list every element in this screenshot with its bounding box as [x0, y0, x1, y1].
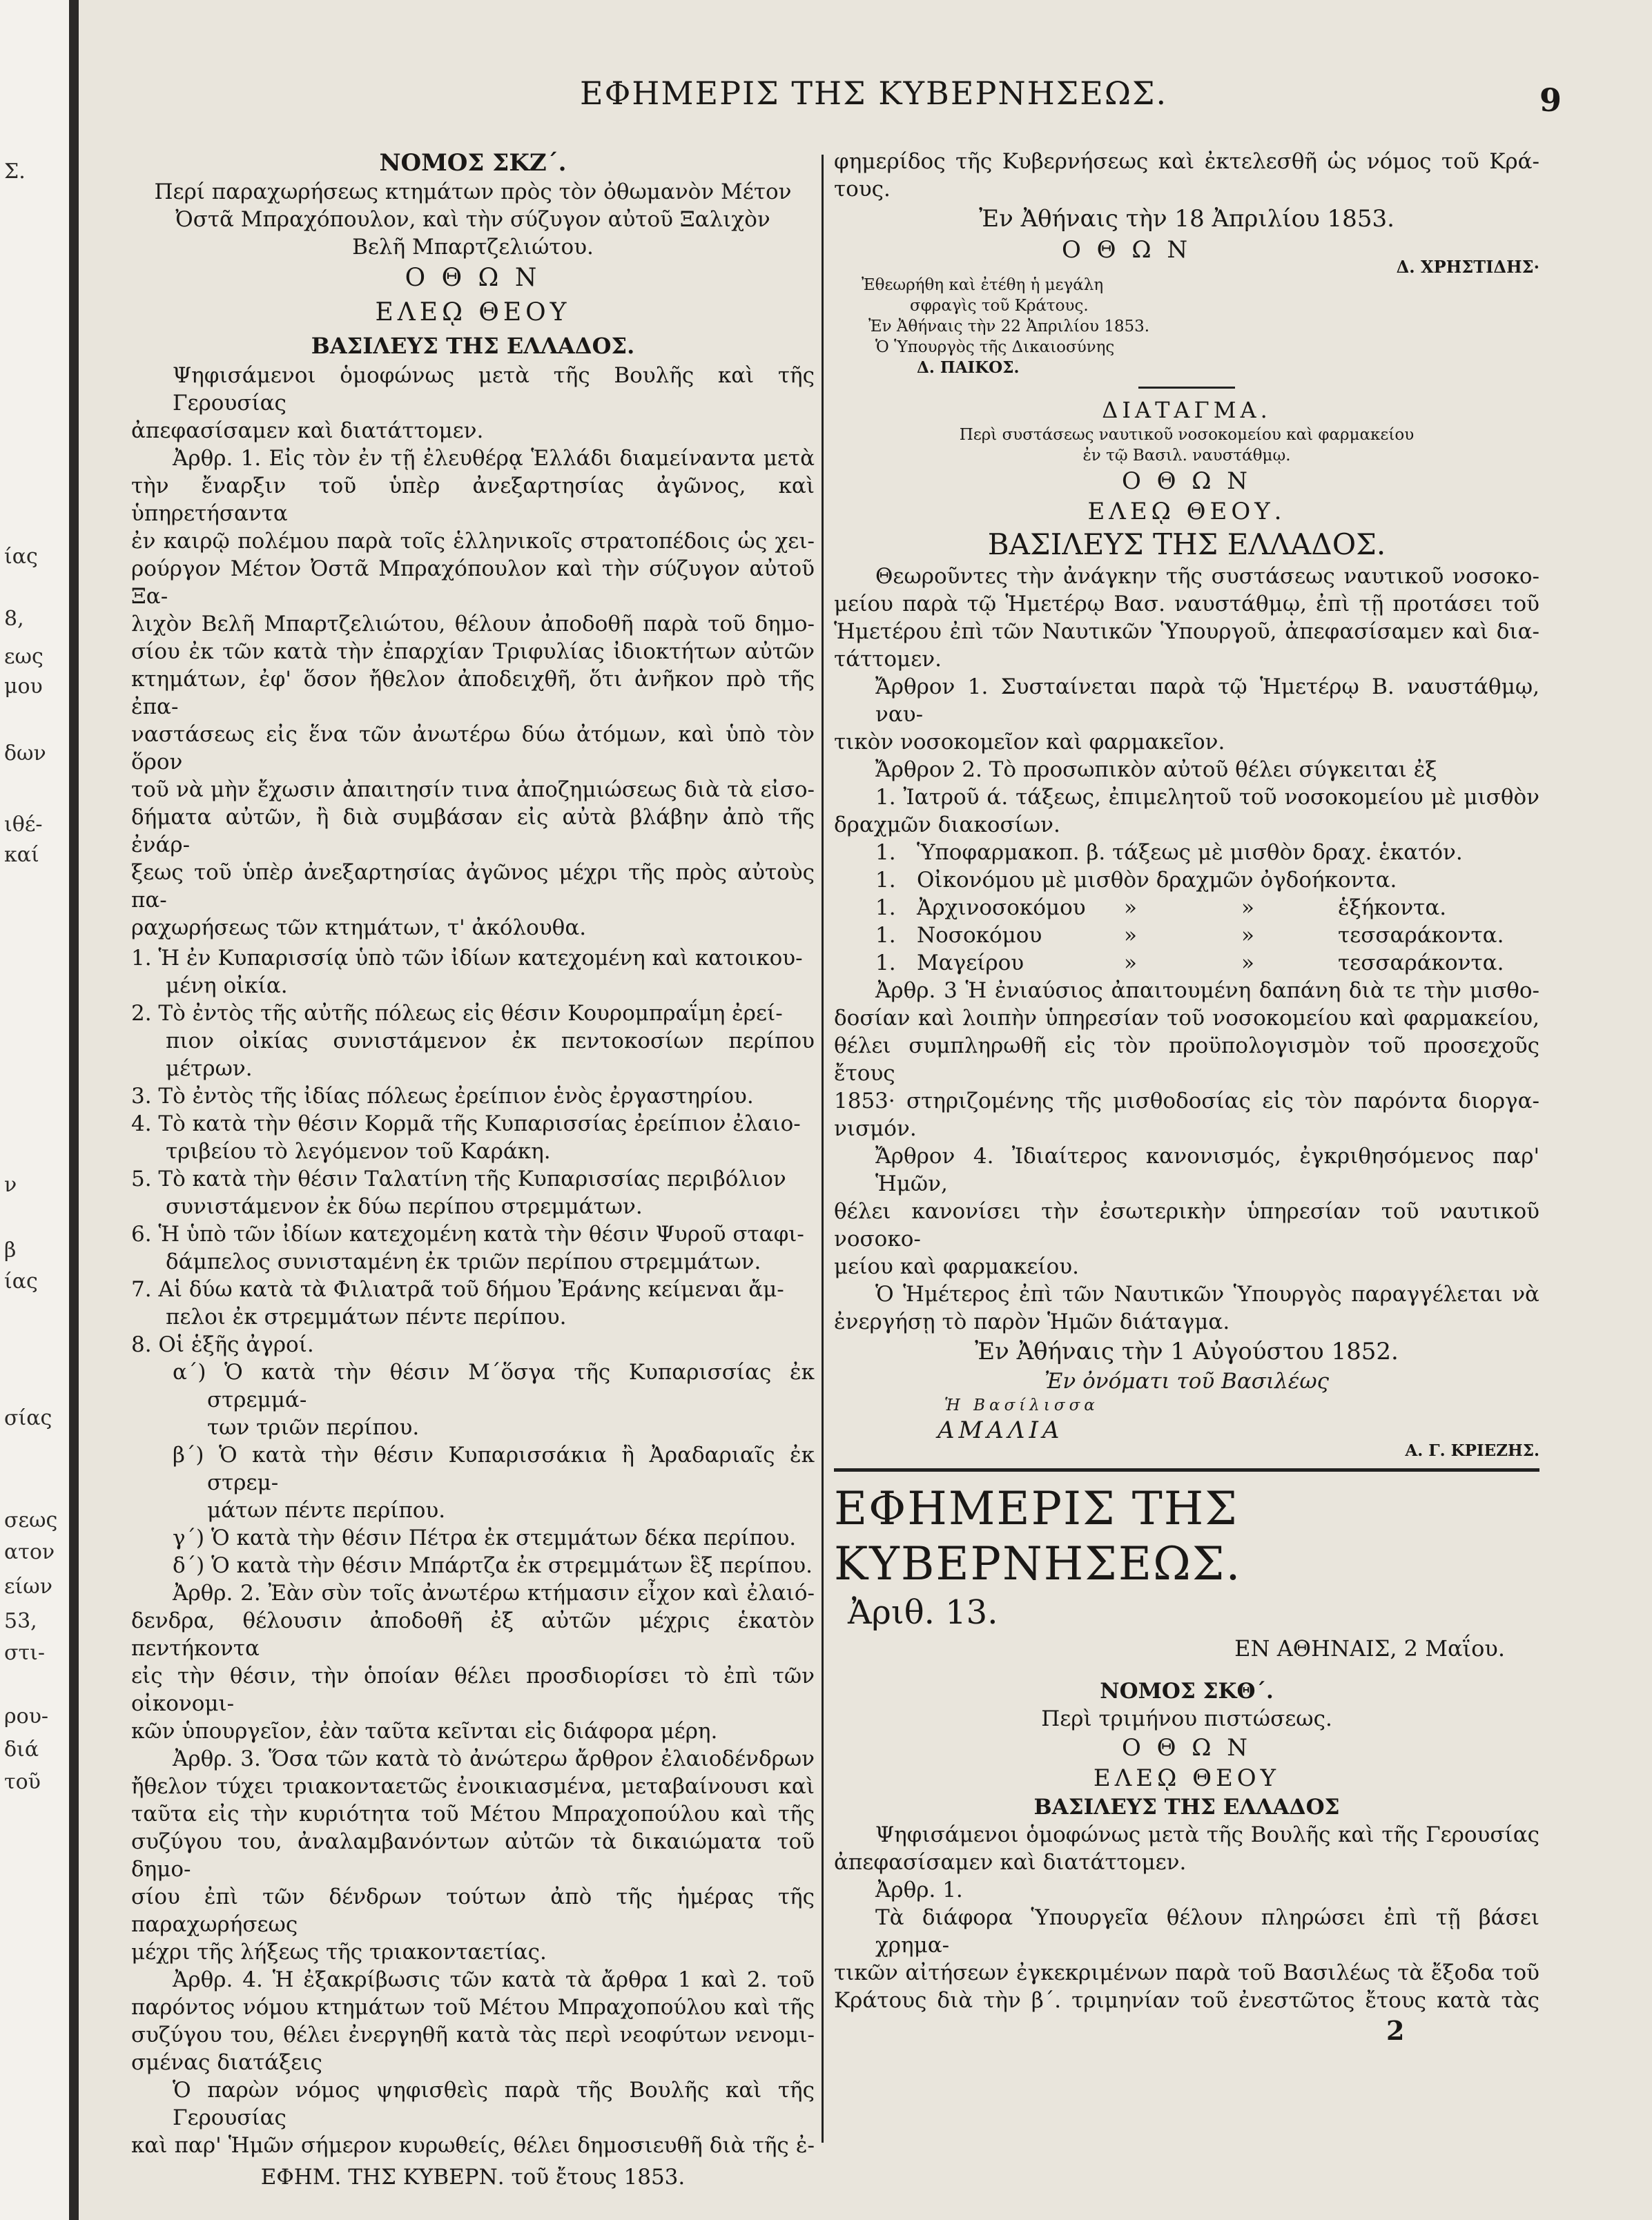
preamble-line: ἀπεφασίσαμεν καὶ διατάττομεν. — [834, 1850, 1187, 1875]
article-1 — [131, 445, 815, 942]
article-line: μέχρι τῆς λήξεως τῆς τριακονταετίας. — [131, 1940, 547, 1965]
section-rule — [1138, 387, 1235, 389]
margin-text: είων — [4, 1575, 53, 1599]
continuation-line: φημερίδος τῆς Κυβερνήσεως καὶ ἐκτελεσθῆ ὡς νόμος τοῦ Κρά- — [834, 149, 1539, 174]
article-line: ξεως τοῦ ὑπὲρ ἀνεξαρτησίας ἀγῶνος μέχρι τῆς πρὸς αὐτοὺς πα- — [131, 860, 815, 913]
execution-line: ἐνεργήσῃ τὸ παρὸν Ἡμῶν διάταγμα. — [834, 1309, 1230, 1334]
decree-article-2: Ἄρθρον 2. Τὸ προσωπικὸν αὐτοῦ θέλει σύγκειται ἐξ — [875, 757, 1437, 782]
by-grace-of-god: ΕΛΕῼ ΘΕΟΥ. — [1087, 498, 1286, 525]
list-item: 1. Ἡ ἐν Κυπαρισσίᾳ ὑπὸ τῶν ἰδίων κατεχομένη καὶ κατοικου- μένη οἰκία. — [131, 946, 803, 998]
staff-role: Μαγείρου — [917, 951, 1024, 975]
issue-rule — [834, 1468, 1539, 1472]
law-subject-line: Περί παραχωρήσεως κτημάτων πρὸς τὸν ὀθωμανὸν Μέτον — [154, 179, 792, 204]
gazette-masthead: ΕΦΗΜΕΡΙΣ ΤΗΣ ΚΥΒΕΡΝΗΣΕΩΣ. — [834, 1482, 1242, 1590]
staff-row — [834, 839, 1539, 866]
closing-clause — [131, 2076, 815, 2159]
preamble-line: μείου παρὰ τῷ Ἡμετέρῳ Βασ. ναυστάθμῳ, ἐπὶ τῇ προτάσει τοῦ — [834, 592, 1539, 616]
margin-text: τοῦ — [4, 1770, 41, 1794]
staff-role: Ἀρχινοσοκόμου — [917, 895, 1086, 920]
by-grace-of-god: ΕΛΕῼ ΘΕΟΥ — [375, 298, 571, 327]
article-line: νισμόν. — [834, 1116, 917, 1141]
law-title: ΝΟΜΟΣ ΣΚΘ΄. — [1100, 1679, 1274, 1704]
article-line: Ἀρθρ. 3. Ὅσα τῶν κατὰ τὸ ἀνώτερω ἄρθρον ἐλαιοδένδρων — [173, 1746, 815, 1771]
date-line: Ἐν Ἀθήναις τὴν 18 Ἀπριλίου 1853. — [979, 205, 1395, 233]
gazette-page — [104, 0, 1652, 2220]
article-line: Ἄρθρον 1. Συσταίνεται παρὰ τῷ Ἡμετέρῳ Β. ναυστάθμῳ, ναυ- — [875, 674, 1539, 727]
article-line: τὴν ἔναρξιν τοῦ ὑπὲρ ἀνεξαρτησίας ἀγῶνος, καὶ ὑπηρετήσαντα — [131, 474, 815, 526]
article-line: Ἄρθρον 4. Ἰδιαίτερος κανονισμός, ἐγκριθησόμενος παρ' Ἡμῶν, — [875, 1144, 1539, 1196]
preamble-line: Θεωροῦντες τὴν ἀνάγκην τῆς συστάσεως ναυτικοῦ νοσοκο- — [875, 564, 1539, 589]
margin-text: δων — [4, 741, 46, 766]
list-item: 3. Τὸ ἐντὸς τῆς ἰδίας πόλεως ἐρείπιον ἑνὸς ἐργαστηρίου. — [131, 1084, 754, 1109]
article-line: ἤθελον τύχει τριακονταετῶς ἐνοικιασμένα, μεταβαίνουσι καὶ — [131, 1774, 815, 1799]
list-item: 8. Οἱ ἑξῆς ἀγροί. — [131, 1332, 314, 1357]
staff-count: 1. — [875, 895, 896, 920]
staff-salary: ἑξήκοντα. — [1338, 895, 1447, 920]
running-head: ΕΦΗΜΕΡΙΣ ΤΗΣ ΚΥΒΕΡΝΗΣΕΩΣ. — [580, 75, 1168, 112]
decree-subject-line: Περὶ συστάσεως ναυτικοῦ νοσοκομείου καὶ φαρμακείου — [959, 426, 1415, 444]
article-line: 1853· στηριζομένης τῆς μισθοδοσίας εἰς τὸν παρόντα διοργα- — [834, 1089, 1539, 1113]
minister-signature: Δ. ΧΡΗΣΤΙΔΗΣ· — [1396, 257, 1539, 277]
margin-text: σίας — [4, 1406, 52, 1430]
article-line: ρούργον Μέτον Ὀστᾶ Μπραχόπουλον καὶ τὴν σύζυγον αὐτοῦ Ξα- — [131, 556, 815, 609]
queen-signature: ΑΜΑΛΙΑ — [937, 1416, 1064, 1444]
margin-text: Σ. — [4, 159, 26, 184]
margin-text: 8, — [4, 607, 24, 631]
article-line: δήματα αὐτῶν, ἢ διὰ συμβάσαν εἰς αὐτὰ βλάβην ἀπὸ τῆς ἐνάρ- — [131, 805, 815, 857]
article-line: ἐν καιρῷ πολέμου παρὰ τοῖς ἑλληνικοῖς στρατοπέδοις ὡς χει- — [131, 529, 815, 554]
adjacent-page-edge — [0, 0, 76, 2220]
margin-text: σεως — [4, 1508, 58, 1532]
decree-preamble — [834, 563, 1539, 673]
article-line: συζύγου του, ἀναλαμβανόντων αὐτῶν τὰ δικαιώματα τοῦ δημο- — [131, 1829, 815, 1882]
staff-row — [834, 922, 1539, 949]
page-number: 9 — [1539, 81, 1562, 119]
regency-line: Ἐν ὀνόματι τοῦ Βασιλέως — [1044, 1369, 1330, 1394]
article-line: παρόντος νόμου κτημάτων τοῦ Μέτου Μπραχοπούλου καὶ τῆς — [131, 1995, 815, 2020]
issue-number: Ἀριθ. 13. — [848, 1593, 998, 1632]
article-line: ραχωρήσεως τῶν κτημάτων, τ' ἀκόλουθα. — [131, 915, 587, 940]
decree-article-1 — [834, 673, 1539, 756]
staff-list — [834, 783, 1539, 977]
margin-text: 53, — [4, 1609, 37, 1633]
staff-salary: τεσσαράκοντα. — [1338, 951, 1504, 975]
margin-text: ίας — [4, 1269, 38, 1294]
ditto-mark: » — [1124, 923, 1137, 948]
margin-text: ρου- — [4, 1704, 49, 1729]
decree-subject-line: ἐν τῷ Βασιλ. ναυστάθμῳ. — [1082, 447, 1291, 465]
article-line: τικὸν νοσοκομεῖον καὶ φαρμακεῖον. — [834, 730, 1225, 754]
margin-text: ιθέ- — [4, 812, 43, 837]
book-spine — [69, 0, 79, 2220]
article-line: θέλει κανονίσει τὴν ἐσωτερικὴν ὑπηρεσίαν τοῦ ναυτικοῦ νοσοκο- — [834, 1199, 1539, 1252]
article-line: κῶν ὑπουργεῖον, ἐὰν ταῦτα κεῖνται εἰς διάφορα μέρη. — [131, 1719, 718, 1744]
article-line: σίου ἐκ τῶν κατὰ τὴν ἐπαρχίαν Τριφυλίας ἰδιοκτήτων αὐτῶν — [131, 639, 815, 664]
staff-count: 1. — [875, 868, 896, 893]
seal-line: σφραγὶς τοῦ Κράτους. — [910, 297, 1089, 315]
article-line: λιχὸν Βελῆ Μπαρτζελιώτου, θέλουν ἀποδοθῆ παρὰ τοῦ δημο- — [131, 612, 815, 636]
king-title: ΒΑΣΙΛΕΥΣ ΤΗΣ ΕΛΛΑΔΟΣ. — [987, 527, 1386, 561]
staff-row — [834, 894, 1539, 922]
margin-text: ν — [4, 1173, 17, 1197]
decree-title: ΔΙΑΤΑΓΜΑ. — [1102, 397, 1272, 423]
article-line: σίου ἐπὶ τῶν δένδρων τούτων ἀπὸ τῆς ἡμέρας τῆς παραχωρήσεως — [131, 1885, 815, 1937]
date-line: Ἐν Ἀθήναις τὴν 1 Αὐγούστου 1852. — [975, 1338, 1399, 1365]
list-item: 5. Τὸ κατὰ τὴν θέσιν Ταλατίνη τῆς Κυπαρισσίας περιβόλιον συνιστάμενον ἐκ δύω περίπου στρεμμάτων. — [131, 1167, 786, 1219]
king-name: Ο Θ Ω Ν — [405, 264, 541, 292]
staff-row — [834, 949, 1539, 977]
list-item: 4. Τὸ κατὰ τὴν θέσιν Κορμᾶ τῆς Κυπαρισσίας ἐρείπιον ἐλαιο- τριβείου τὸ λεγόμενον τοῦ Καράκη. — [131, 1111, 801, 1164]
property-list — [131, 944, 815, 1579]
continuation-line: τους. — [834, 177, 891, 202]
staff-salary: τεσσαράκοντα. — [1338, 923, 1504, 948]
article-line: Τὰ διάφορα Ὑπουργεῖα θέλουν πληρώσει ἐπὶ τῇ βάσει χρημα- — [875, 1905, 1539, 1958]
list-item: δ΄) Ὁ κατὰ τὴν θέσιν Μπάρτζα ἐκ στρεμμάτων ἓξ περίπου. — [173, 1553, 813, 1578]
list-item: 2. Τὸ ἐντὸς τῆς αὐτῆς πόλεως εἰς θέσιν Κουρομπραΐμη ἐρεί- πιον οἰκίας συνιστάμενον ἐκ πεντοκοσίων περίπου μέτρων. — [131, 1001, 815, 1081]
article-line: μείου καὶ φαρμακείου. — [834, 1254, 1079, 1279]
list-item: β΄) Ὁ κατὰ τὴν θέσιν Κυπαρισσάκια ἢ Ἀραδαριαῖς ἐκ στρεμ- μάτων πέντε περίπου. — [173, 1443, 815, 1523]
article-line: σμένας διατάξεις — [131, 2050, 322, 2075]
article-4 — [131, 1966, 815, 2076]
margin-text: ίας — [4, 545, 38, 569]
staff-count: 1. — [875, 840, 896, 865]
article-3 — [131, 1745, 815, 1966]
preamble-line: τάττομεν. — [834, 647, 942, 672]
margin-text: β — [4, 1238, 17, 1263]
king-name: Ο Θ Ω Ν — [1062, 236, 1192, 264]
right-column — [834, 148, 1539, 2047]
king-title: ΒΑΣΙΛΕΥΣ ΤΗΣ ΕΛΛΑΔΟΣ — [1033, 1795, 1340, 1820]
list-item: 7. Αἱ δύω κατὰ τὰ Φιλιατρᾶ τοῦ δήμου Ἐράνης κείμεναι ἄμ- πελοι ἐκ στρεμμάτων πέντε περίπου. — [131, 1277, 784, 1330]
seal-line: Ἐν Ἀθήναις τὴν 22 Ἀπριλίου 1853. — [868, 318, 1150, 335]
article-line: τοῦ νὰ μὴν ἔχωσιν ἀπαιτησίν τινα ἀποζημιώσεως διὰ τὰ εἰσο- — [131, 777, 815, 802]
column-divider — [822, 155, 824, 2143]
preamble-line: Ψηφισάμενοι ὁμοφώνως μετὰ τῆς Βουλῆς καὶ τῆς Γερουσίας — [173, 363, 815, 416]
article-line: κτημάτων, ἐφ' ὅσον ἤθελον ἀποδειχθῆ, ὅτι ἀνῆκον πρὸ τῆς ἐπα- — [131, 667, 815, 719]
article-line: Κράτους διὰ τὴν β΄. τριμηνίαν τοῦ ἐνεστῶτος ἔτους κατὰ τὰς — [834, 1988, 1539, 2013]
king-title: ΒΑΣΙΛΕΥΣ ΤΗΣ ΕΛΛΑΔΟΣ. — [311, 333, 635, 359]
article-2 — [131, 1579, 815, 1745]
margin-text: στι- — [4, 1641, 45, 1665]
article-line: ναστάσεως εἰς ἕνα τῶν ἀνωτέρω δύω ἀτόμων, καὶ ὑπὸ τὸν ὅρον — [131, 722, 815, 775]
seal-line: Ὁ Ὑπουργὸς τῆς Δικαιοσύνης — [875, 338, 1115, 356]
staff-line: δραχμῶν διακοσίων. — [834, 812, 1060, 837]
seal-line: Ἐθεωρήθη καὶ ἐτέθη ἡ μεγάλη — [862, 276, 1104, 294]
decree-article-3 — [834, 977, 1539, 1142]
article-line: Ἀρθρ. 4. Ἡ ἐξακρίβωσις τῶν κατὰ τὰ ἄρθρα 1 καὶ 2. τοῦ — [173, 1967, 815, 1992]
place-date: ΕΝ ΑΘΗΝΑΙΣ, 2 Μαΐου. — [1234, 1635, 1505, 1662]
king-name: Ο Θ Ω Ν — [1121, 467, 1252, 495]
article-line: εἰς τὴν θέσιν, τὴν ὁποίαν θέλει προσδιορίσει τὸ ἐπὶ τῶν οἰκονομι- — [131, 1664, 815, 1716]
law-subject: Περὶ τριμήνου πιστώσεως. — [1041, 1706, 1332, 1731]
article-line: τικῶν αἰτήσεων ἐγκεκριμένων παρὰ τοῦ Βασιλέως τὰ ἔξοδα τοῦ — [834, 1960, 1539, 1985]
article-line: δοσίαν καὶ λοιπὴν ὑπηρεσίαν τοῦ νοσοκομείου καὶ φαρμακείου, — [834, 1006, 1539, 1031]
list-item: α΄) Ὁ κατὰ τὴν θέσιν Μ΄ὅσγα τῆς Κυπαρισσίας ἐκ στρεμμά- των τριῶν περίπου. — [173, 1360, 815, 1440]
margin-text: ατον — [4, 1540, 55, 1564]
closing-line: καὶ παρ' Ἡμῶν σήμερον κυρωθείς, θέλει δημοσιευθῆ διὰ τῆς ἐ- — [131, 2133, 815, 2158]
article-line: Ἀρθρ. 1. Εἰς τὸν ἐν τῇ ἐλευθέρᾳ Ἑλλάδι διαμείναντα μετὰ — [173, 446, 815, 471]
margin-text: μου — [4, 674, 43, 699]
queen-line: Ἡ Βασίλισσα — [944, 1396, 1099, 1414]
margin-text: καί — [4, 843, 39, 867]
article-line: Ἀρθρ. 2. Ἐὰν σὺν τοῖς ἀνωτέρω κτήμασιν εἶχον καὶ ἐλαιό- — [173, 1581, 815, 1606]
article-line: θέλει συμπληρωθῆ εἰς τὸν προϋπολογισμὸν τοῦ προσεχοῦς ἔτους — [834, 1033, 1539, 1086]
ditto-mark: » — [1124, 895, 1137, 920]
staff-count: 1. — [875, 951, 896, 975]
staff-count: 1. — [875, 923, 896, 948]
law-subject-line: Βελῆ Μπαρτζελιώτου. — [352, 235, 594, 260]
left-column — [131, 148, 815, 2191]
list-item: 6. Ἡ ὑπὸ τῶν ἰδίων κατεχομένη κατὰ τὴν θέσιν Ψυροῦ σταφι- δάμπελος συνισταμένη ἐκ τριῶν περίπου στρεμμάτων. — [131, 1222, 804, 1274]
minister-signature: Α. Γ. ΚΡΙΕΖΗΣ. — [1405, 1441, 1539, 1460]
seal-endorsement — [834, 275, 1539, 378]
preamble-line: ἀπεφασίσαμεν καὶ διατάττομεν. — [131, 418, 484, 443]
staff-role: Νοσοκόμου — [917, 923, 1042, 948]
ditto-mark: » — [1241, 951, 1254, 975]
seal-line: Δ. ΠΑΙΚΟΣ. — [917, 358, 1020, 377]
execution-line: Ὁ Ἡμέτερος ἐπὶ τῶν Ναυτικῶν Ὑπουργὸς παραγγέλεται νὰ — [875, 1282, 1539, 1307]
article-line: συζύγου του, θέλει ἐνεργηθῆ κατὰ τὰς περὶ νεοφύτων νενομι- — [131, 2023, 815, 2047]
decree-article-4 — [834, 1142, 1539, 1281]
law-subject-line: Ὀστᾶ Μπραχόπουλον, καὶ τὴν σύζυγον αὐτοῦ Ξαλιχὸν — [175, 207, 770, 232]
decree-execution — [834, 1281, 1539, 1336]
staff-row — [834, 866, 1539, 894]
preamble-line: Ψηφισάμενοι ὁμοφώνως μετὰ τῆς Βουλῆς καὶ τῆς Γερουσίας — [875, 1822, 1539, 1847]
article-line: Ἀρθρ. 3 Ἡ ἐνιαύσιος ἀπαιτουμένη δαπάνη διὰ τε τὴν μισθο- — [875, 978, 1539, 1003]
page-footer: ΕΦΗΜ. ΤΗΣ ΚΥΒΕΡΝ. τοῦ ἔτους 1853. — [260, 2165, 686, 2190]
signature-mark: 2 — [1386, 2015, 1405, 2046]
margin-text: εως — [4, 645, 43, 669]
by-grace-of-god: ΕΛΕῼ ΘΕΟΥ — [1093, 1764, 1281, 1792]
king-name: Ο Θ Ω Ν — [1121, 1734, 1252, 1762]
preamble-line: Ἡμετέρου ἐπὶ τῶν Ναυτικῶν Ὑπουργοῦ, ἀπεφασίσαμεν καὶ δια- — [834, 619, 1539, 644]
closing-line: Ὁ παρὼν νόμος ψηφισθεὶς παρὰ τῆς Βουλῆς καὶ τῆς Γερουσίας — [173, 2078, 815, 2130]
staff-line: 1. Ἰατροῦ ά. τάξεως, ἐπιμελητοῦ τοῦ νοσοκομείου μὲ μισθὸν — [875, 785, 1539, 810]
ditto-mark: » — [1241, 923, 1254, 948]
ditto-mark: » — [1241, 895, 1254, 920]
law-title: ΝΟΜΟΣ ΣΚΖ΄. — [379, 149, 567, 177]
staff-role: Οἰκονόμου μὲ μισθὸν δραχμῶν ὀγδοήκοντα. — [917, 868, 1397, 893]
article-line: ταῦτα εἰς τὴν κυριότητα τοῦ Μέτου Μπραχοπούλου καὶ τῆς — [131, 1802, 815, 1827]
list-item: γ΄) Ὁ κατὰ τὴν θέσιν Πέτρα ἐκ στεμμάτων δέκα περίπου. — [173, 1526, 797, 1550]
margin-text: διά — [4, 1737, 39, 1762]
staff-role: Ὑποφαρμακοπ. β. τάξεως μὲ μισθὸν δραχ. ἑκατόν. — [917, 840, 1463, 865]
article-line: δενδρα, θέλουσιν ἀποδοθῆ ἐξ αὐτῶν μέχρις ἑκατὸν πεντήκοντα — [131, 1608, 815, 1661]
ditto-mark: » — [1124, 951, 1137, 975]
article-heading: Ἀρθρ. 1. — [875, 1878, 963, 1902]
